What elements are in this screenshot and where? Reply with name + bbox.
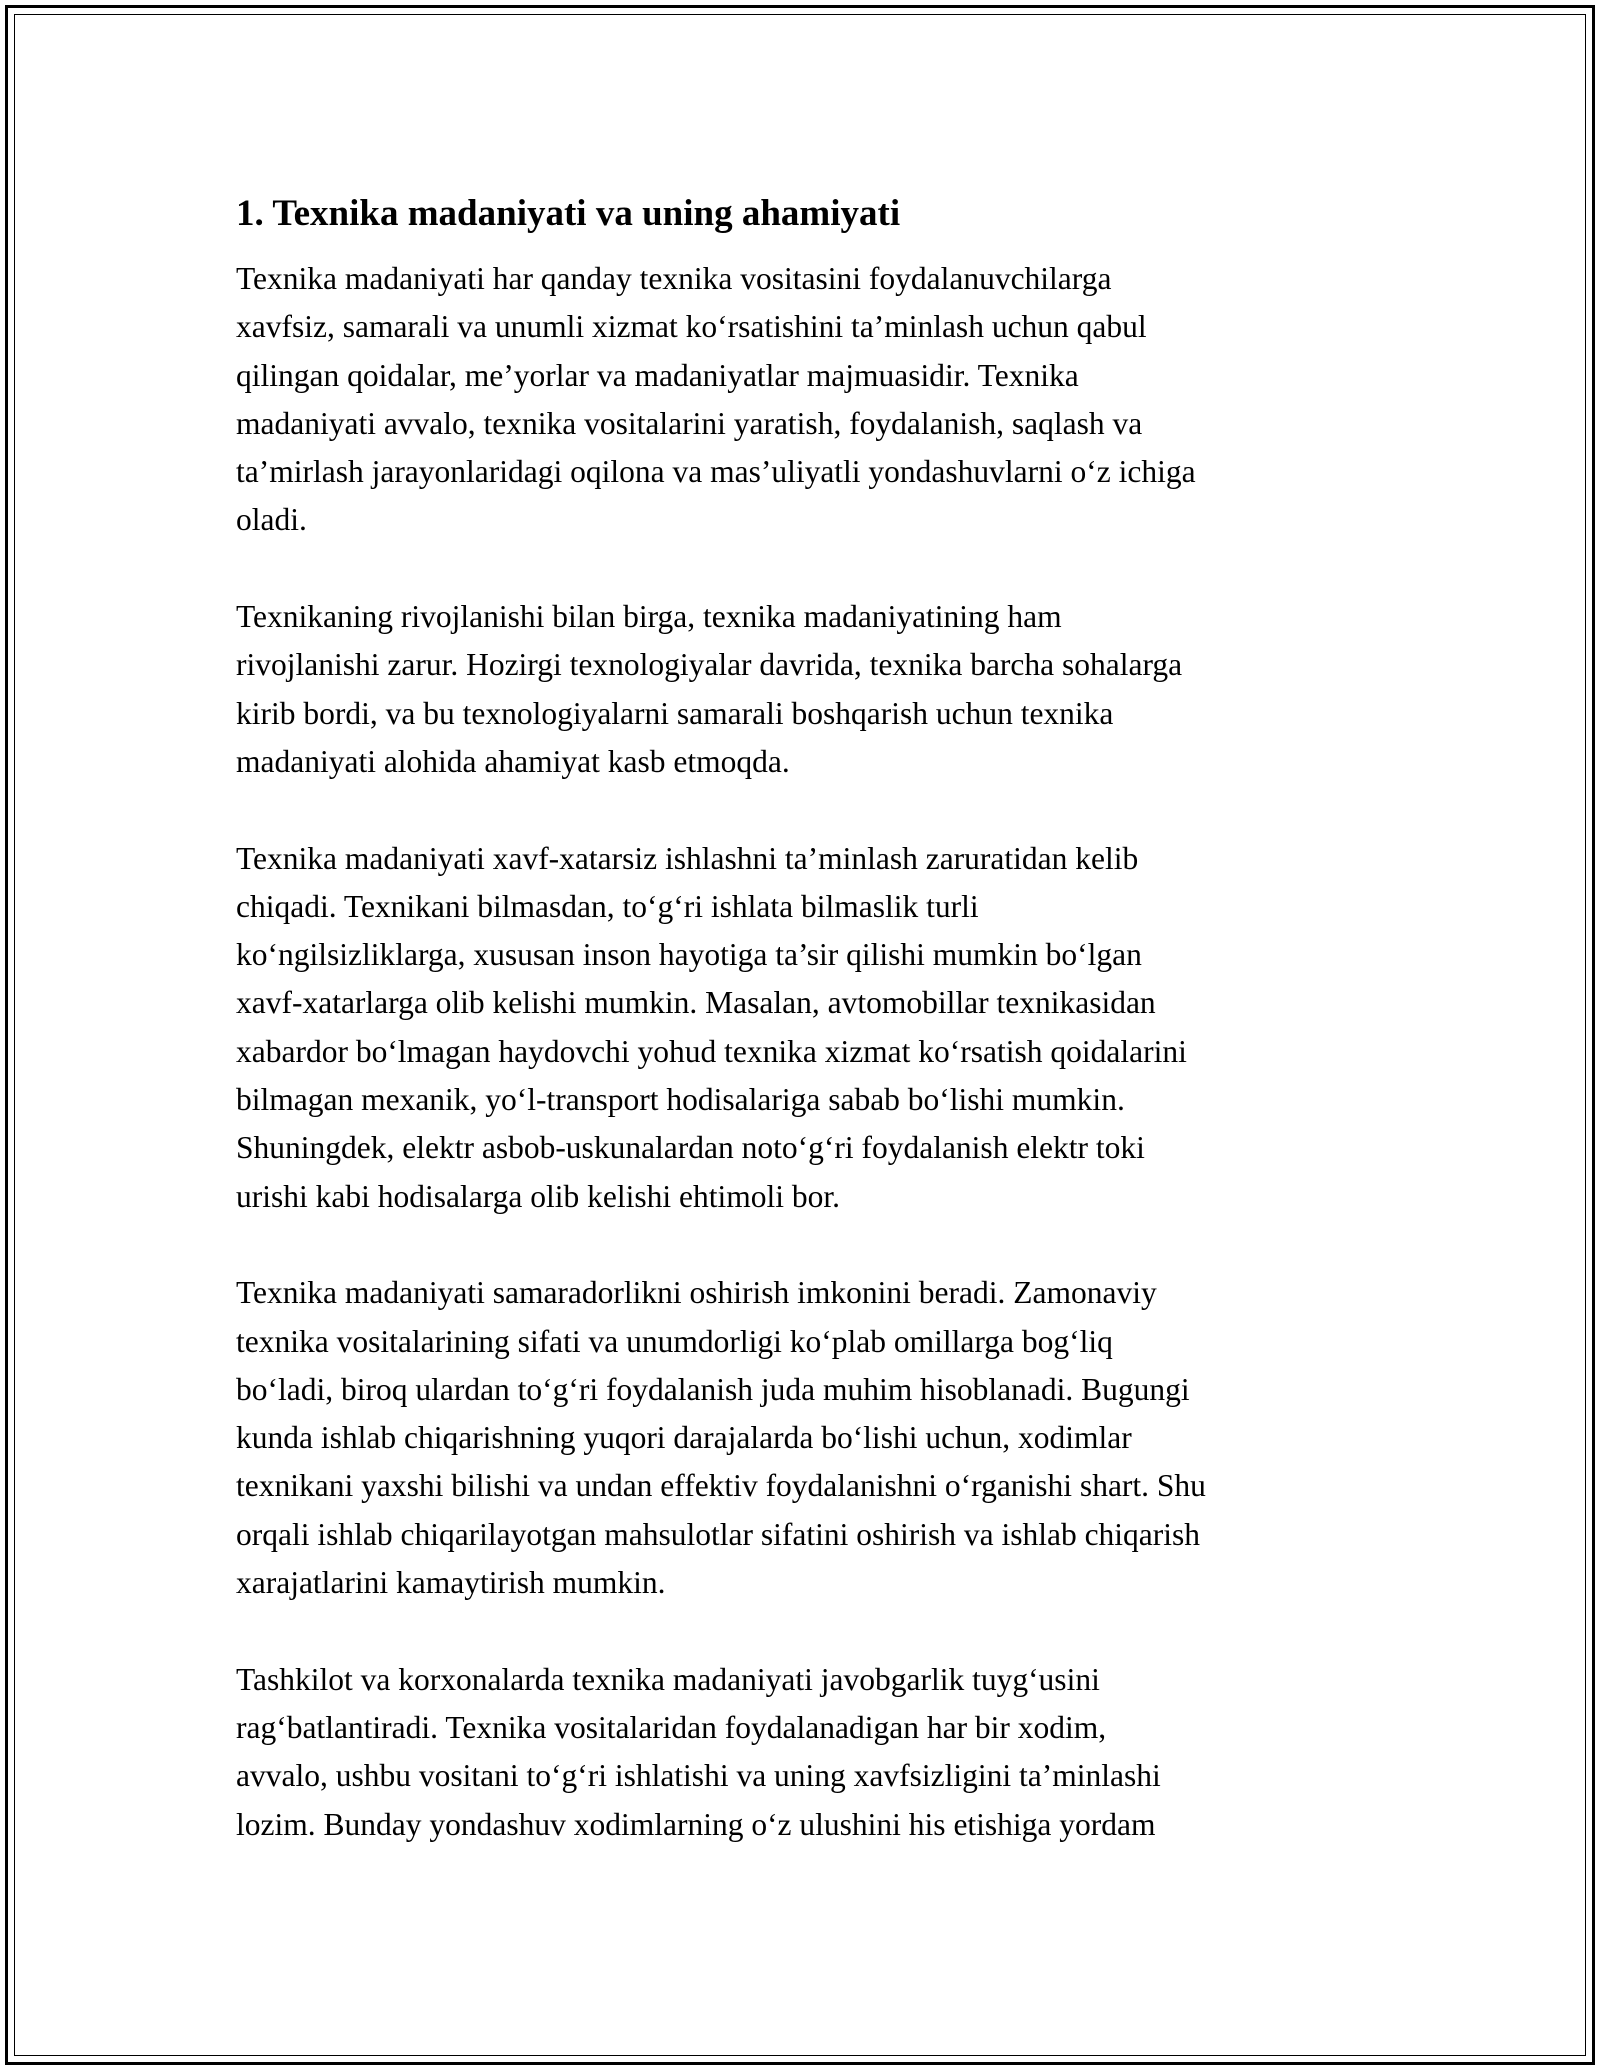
body-paragraph	[236, 1656, 1376, 1849]
paragraph-line: xabardor bo‘lmagan haydovchi yohud texnika xizmat ko‘rsatish qoidalarini	[236, 1033, 1187, 1069]
paragraph-line: kirib bordi, va bu texnologiyalarni samarali boshqarish uchun texnika	[236, 695, 1114, 731]
paragraph-line: xavfsiz, samarali va unumli xizmat ko‘rsatishini ta’minlash uchun qabul	[236, 309, 1147, 345]
paragraph-line: qilingan qoidalar, me’yorlar va madaniyatlar majmuasidir. Texnika	[236, 357, 1079, 393]
paragraph-line: texnika vositalarining sifati va unumdorligi ko‘plab omillarga bog‘liq	[236, 1323, 1113, 1359]
paragraph-line: Tashkilot va korxonalarda texnika madaniyati javobgarlik tuyg‘usini	[236, 1661, 1100, 1697]
paragraph-line: lozim. Bunday yondashuv xodimlarning o‘z ulushini his etishiga yordam	[236, 1806, 1156, 1842]
paragraph-line: oladi.	[236, 502, 307, 538]
paragraph-line: Texnika madaniyati har qanday texnika vositasini foydalanuvchilarga	[236, 261, 1112, 296]
page-content	[236, 186, 1376, 1897]
paragraph-line: ko‘ngilsizliklarga, xususan inson hayotiga ta’sir qilishi mumkin bo‘lgan	[236, 937, 1142, 973]
paragraph-line: bo‘ladi, biroq ulardan to‘g‘ri foydalanish juda muhim hisoblanadi. Bugungi	[236, 1371, 1190, 1407]
paragraph-line: Texnika madaniyati samaradorlikni oshirish imkonini beradi. Zamonaviy	[236, 1275, 1157, 1311]
paragraph-list	[236, 255, 1376, 1849]
body-paragraph	[236, 835, 1376, 1221]
paragraph-line: kunda ishlab chiqarishning yuqori darajalarda bo‘lishi uchun, xodimlar	[236, 1420, 1132, 1456]
paragraph-line: bilmagan mexanik, yo‘l-transport hodisalariga sabab bo‘lishi mumkin.	[236, 1082, 1125, 1118]
paragraph-line: Texnika madaniyati xavf-xatarsiz ishlashni ta’minlash zaruratidan kelib	[236, 840, 1139, 876]
paragraph-line: xavf-xatarlarga olib kelishi mumkin. Masalan, avtomobillar texnikasidan	[236, 985, 1156, 1021]
paragraph-line: xarajatlarini kamaytirish mumkin.	[236, 1565, 666, 1601]
body-paragraph	[236, 255, 1376, 545]
paragraph-line: urishi kabi hodisalarga olib kelishi ehtimoli bor.	[236, 1178, 840, 1214]
body-paragraph	[236, 1269, 1376, 1607]
paragraph-line: rivojlanishi zarur. Hozirgi texnologiyalar davrida, texnika barcha sohalarga	[236, 647, 1183, 683]
paragraph-line: texnikani yaxshi bilishi va undan effektiv foydalanishni o‘rganishi shart. Shu	[236, 1468, 1206, 1504]
paragraph-line: avvalo, ushbu vositani to‘g‘ri ishlatishi va uning xavfsizligini ta’minlashi	[236, 1758, 1161, 1794]
paragraph-line: Texnikaning rivojlanishi bilan birga, texnika madaniyatining ham	[236, 599, 1062, 635]
paragraph-line: Shuningdek, elektr asbob-uskunalardan noto‘g‘ri foydalanish elektr toki	[236, 1130, 1145, 1166]
body-paragraph	[236, 593, 1376, 786]
paragraph-line: ta’mirlash jarayonlaridagi oqilona va mas’uliyatli yondashuvlarni o‘z ichiga	[236, 454, 1196, 490]
paragraph-line: chiqadi. Texnikani bilmasdan, to‘g‘ri ishlata bilmaslik turli	[236, 888, 979, 924]
paragraph-line: madaniyati alohida ahamiyat kasb etmoqda.	[236, 743, 790, 779]
paragraph-line: madaniyati avvalo, texnika vositalarini yaratish, foydalanish, saqlash va	[236, 405, 1143, 441]
paragraph-line: rag‘batlantiradi. Texnika vositalaridan foydalanadigan har bir xodim,	[236, 1709, 1107, 1745]
paragraph-line: orqali ishlab chiqarilayotgan mahsulotlar sifatini oshirish va ishlab chiqarish	[236, 1516, 1201, 1552]
section-heading: 1. Texnika madaniyati va uning ahamiyati	[236, 193, 901, 234]
